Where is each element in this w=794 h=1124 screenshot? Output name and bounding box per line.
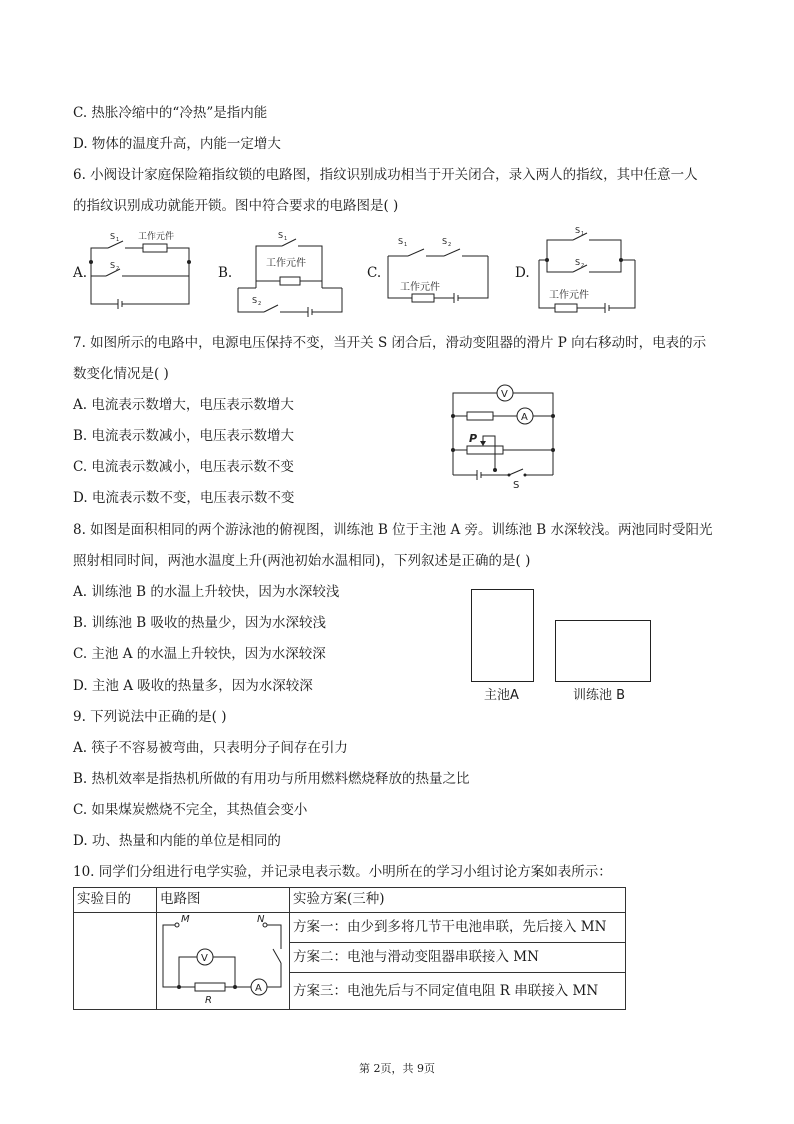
q8-option-b: B. 训练池 B 吸收的热量少，因为水深较浅 bbox=[73, 615, 327, 631]
q6a-component-label: 工作元件 bbox=[138, 232, 175, 242]
svg-text:1: 1 bbox=[116, 237, 120, 243]
q8-option-a: A. 训练池 B 的水温上升较快，因为水深较浅 bbox=[73, 584, 340, 600]
purpose-cell bbox=[74, 913, 157, 1010]
q10-circuit bbox=[159, 915, 287, 1007]
q8-option-d: D. 主池 A 吸收的热量多，因为水深较深 bbox=[73, 678, 313, 694]
q7-option-c: C. 电流表示数减小，电压表示数不变 bbox=[73, 459, 294, 475]
plan-1: 方案一：由少到多将几节干电池串联，先后接入 MN bbox=[290, 913, 626, 943]
q7-option-d: D. 电流表示数不变，电压表示数不变 bbox=[73, 490, 295, 506]
svg-text:2: 2 bbox=[258, 301, 262, 307]
q10-stem: 10. 同学们分组进行电学实验，并记录电表示数。小明所在的学习小组讨论方案如表所示： bbox=[73, 864, 612, 880]
pool-a-label: 主池A bbox=[484, 688, 519, 703]
q10-ammeter-label: A bbox=[255, 983, 262, 994]
q6-label-c: C. bbox=[367, 265, 382, 281]
q7-option-b: B. 电流表示数减小，电压表示数增大 bbox=[73, 428, 295, 444]
q6-label-b: B. bbox=[218, 265, 233, 281]
col-plan-header: 实验方案(三种) bbox=[290, 888, 626, 913]
q6-circuit-d bbox=[535, 226, 641, 318]
q7-option-a: A. 电流表示数增大，电压表示数增大 bbox=[73, 397, 294, 413]
svg-text:1: 1 bbox=[581, 231, 585, 237]
q5-option-c: C. 热胀冷缩中的“冷热”是指内能 bbox=[73, 105, 268, 121]
q9-option-a: A. 筷子不容易被弯曲，只表明分子间存在引力 bbox=[73, 740, 348, 756]
q9-option-d: D. 功、热量和内能的单位是相同的 bbox=[73, 833, 281, 849]
q8-stem-line1: 8. 如图是面积相同的两个游泳池的俯视图，训练池 B 位于主池 A 旁。训练池 B 水深较浅。两池同时受阳光 bbox=[73, 522, 713, 538]
q6b-s2: S bbox=[252, 296, 258, 305]
q6c-s2: S bbox=[442, 237, 448, 246]
q6c-component-label: 工作元件 bbox=[400, 282, 440, 293]
q6b-component-label: 工作元件 bbox=[266, 258, 306, 269]
q8-option-c: C. 主池 A 的水温上升较快，因为水深较深 bbox=[73, 646, 326, 662]
q6-circuit-a bbox=[88, 226, 200, 316]
q6-label-a: A. bbox=[73, 265, 88, 281]
pool-b-label: 训练池 B bbox=[573, 688, 626, 703]
pool-b-diagram bbox=[555, 620, 651, 682]
circuit-cell bbox=[157, 913, 290, 1010]
q6-circuit-b bbox=[236, 226, 346, 318]
plan-2: 方案二：电池与滑动变阻器串联接入 MN bbox=[290, 943, 626, 973]
col-circuit-header: 电路图 bbox=[157, 888, 290, 913]
q5-option-d: D. 物体的温度升高，内能一定增大 bbox=[73, 136, 281, 152]
q6d-s1: S bbox=[575, 226, 581, 235]
q6a-s2: S bbox=[110, 261, 116, 270]
q6b-s1: S bbox=[278, 231, 284, 240]
q7-slider-label: P bbox=[469, 432, 478, 445]
q10-m-label: M bbox=[181, 914, 190, 925]
q10-n-label: N bbox=[257, 914, 265, 925]
q7-ammeter-label: A bbox=[521, 412, 528, 423]
q6c-s1: S bbox=[398, 237, 404, 246]
svg-text:1: 1 bbox=[404, 242, 408, 248]
q6-stem-line2: 的指纹识别成功就能开锁。图中符合要求的电路图是( ) bbox=[73, 198, 399, 214]
q6-label-d: D. bbox=[515, 265, 530, 281]
q10-voltmeter-label: V bbox=[201, 953, 208, 964]
q7-stem-line2: 数变化情况是( ) bbox=[73, 366, 169, 382]
q7-circuit bbox=[445, 380, 560, 490]
q7-switch-label: S bbox=[513, 480, 520, 491]
col-purpose-header: 实验目的 bbox=[74, 888, 157, 913]
plan-3: 方案三：电池先后与不同定值电阻 R 串联接入 MN bbox=[290, 973, 626, 1010]
q6a-s1: S bbox=[110, 232, 116, 241]
svg-text:2: 2 bbox=[581, 263, 585, 269]
q6-stem-line1: 6. 小阀设计家庭保险箱指纹锁的电路图，指纹识别成功相当于开关闭合，录入两人的指纹，其中任意一人 bbox=[73, 167, 698, 183]
q10-plan-table bbox=[73, 887, 626, 1010]
q9-option-b: B. 热机效率是指热机所做的有用功与所用燃料燃烧释放的热量之比 bbox=[73, 771, 470, 787]
q7-voltmeter-label: V bbox=[501, 389, 508, 400]
q10-r-label: R bbox=[205, 995, 212, 1006]
page-footer: 第 2页，共 9页 bbox=[359, 1062, 435, 1075]
svg-text:2: 2 bbox=[116, 266, 120, 272]
pool-a-diagram bbox=[471, 589, 534, 682]
svg-text:2: 2 bbox=[448, 242, 452, 248]
svg-text:1: 1 bbox=[284, 236, 288, 242]
q6d-component-label: 工作元件 bbox=[549, 290, 589, 301]
q9-stem: 9. 下列说法中正确的是( ) bbox=[73, 709, 227, 725]
q6-circuit-c bbox=[386, 230, 492, 310]
q6d-s2: S bbox=[575, 258, 581, 267]
q8-stem-line2: 照射相同时间，两池水温度上升(两池初始水温相同)，下列叙述是正确的是( ) bbox=[73, 553, 531, 569]
q7-stem-line1: 7. 如图所示的电路中，电源电压保持不变，当开关 S 闭合后，滑动变阻器的滑片 P 向右移动时，电表的示 bbox=[73, 335, 707, 351]
q9-option-c: C. 如果煤炭燃烧不完全，其热值会变小 bbox=[73, 802, 308, 818]
